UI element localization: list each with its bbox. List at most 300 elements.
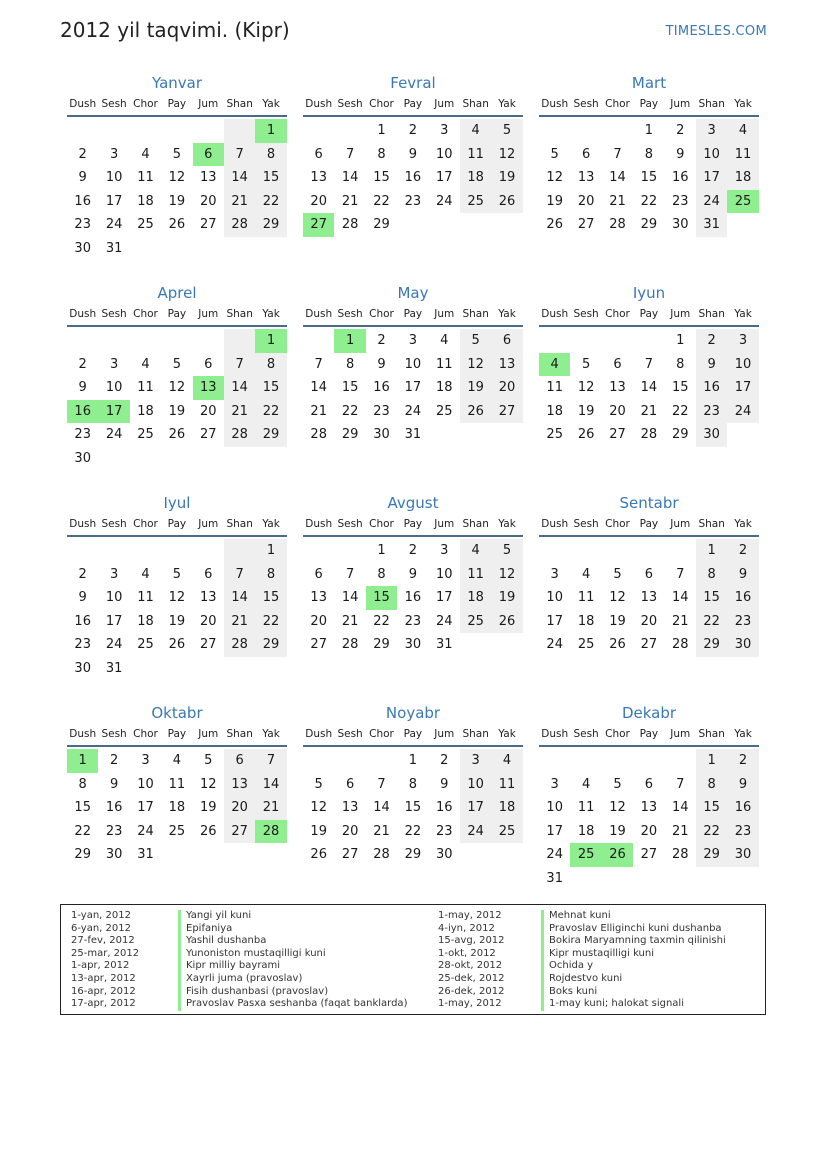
empty-cell [460,633,491,657]
holiday-name: Xayrli juma (pravoslav) [186,972,303,984]
empty-cell [224,237,255,261]
day-cell: 13 [640,800,658,815]
holiday-day-cell: 1 [255,119,286,143]
day-cell: 27 [577,217,595,232]
day-cell: 24 [137,823,154,839]
holiday-day-cell: 25 [727,190,758,214]
empty-cell [303,539,334,563]
weekday-label: Dush [305,308,333,320]
holiday-day-cell: 26 [602,843,633,867]
weekday-label: Shan [698,518,725,530]
day-cell: 23 [404,193,422,209]
day-cell: 22 [74,823,91,839]
empty-cell [130,119,161,143]
weekday-label: Sesh [101,98,127,110]
day-cell: 23 [696,400,727,424]
empty-cell [224,539,255,563]
weekday-label: Sesh [573,98,599,110]
holiday-names-right [541,910,726,1011]
holiday-day-cell: 15 [366,586,397,610]
day-cell: 26 [310,847,327,862]
weekday-label: Chor [605,728,630,740]
empty-cell [98,447,129,471]
day-cell: 22 [373,193,390,209]
day-cell: 21 [671,613,689,629]
month-oktabr [67,703,287,867]
empty-cell [460,843,491,867]
month-name: Avgust [387,494,439,512]
holiday-name: Kipr mustaqilligi kuni [549,947,655,959]
empty-cell [633,539,664,563]
day-cell: 24 [696,190,727,214]
day-cell: 7 [377,776,386,792]
month-may [303,283,523,447]
empty-cell [602,539,633,563]
day-cell: 5 [491,119,522,143]
weekday-header [539,513,759,537]
weekday-label: Sesh [573,308,599,320]
day-cell: 7 [345,146,355,162]
empty-cell [161,539,192,563]
brand-link[interactable]: TIMESLES.COM [665,24,767,39]
empty-cell [570,329,601,353]
day-cell: 6 [644,776,653,792]
day-cell: 8 [255,563,286,587]
day-cell: 3 [109,146,119,162]
weekday-header [303,723,523,747]
day-cell: 16 [105,800,123,815]
empty-cell [539,329,570,353]
empty-cell [570,749,601,773]
weekday-label: Chor [605,98,630,110]
holiday-name: Kipr milliy bayrami [186,960,281,972]
day-cell: 7 [224,143,255,167]
empty-cell [224,119,255,143]
day-cell: 13 [609,380,626,395]
empty-cell [98,119,129,143]
empty-cell [665,867,696,891]
day-cell: 17 [137,800,154,815]
holiday-date: 1-yan, 2012 [71,910,131,921]
day-cell: 23 [727,610,758,634]
empty-cell [539,539,570,563]
day-cell: 31 [696,213,727,237]
day-cell: 18 [577,613,595,629]
day-cell: 25 [491,820,522,844]
holiday-name: Boks kuni [549,985,598,997]
weekday-label: Jum [670,518,691,530]
day-cell: 28 [640,427,658,442]
day-cell: 23 [105,823,123,839]
weekday-label: Dush [69,518,97,530]
day-cell: 10 [105,170,123,185]
day-cell: 7 [345,566,355,582]
empty-cell [334,119,365,143]
day-cell: 9 [78,380,87,395]
weekday-label: Yak [734,728,752,740]
day-cell: 29 [255,423,286,447]
day-cell: 27 [199,427,217,442]
day-cell: 6 [224,749,255,773]
day-cell: 7 [644,356,653,372]
weekday-label: Yak [498,518,516,530]
day-cell: 29 [671,427,689,442]
weekday-label: Shan [698,308,725,320]
day-cell: 6 [204,566,213,582]
empty-cell [491,843,522,867]
day-cell: 23 [671,193,689,209]
weekday-header [303,93,523,117]
day-cell: 21 [255,796,286,820]
day-cell: 4 [172,753,181,768]
day-cell: 20 [491,376,522,400]
day-cell: 17 [435,590,453,605]
empty-cell [491,213,522,237]
empty-cell [491,423,522,447]
weekday-label: Yak [262,728,280,740]
holiday-dates-right [438,910,505,1011]
day-cell: 9 [676,146,685,162]
empty-cell [570,867,601,891]
holiday-name: Fisih dushanbasi (pravoslav) [186,985,329,997]
empty-cell [224,657,255,681]
day-cell: 17 [404,380,422,395]
day-cell: 28 [224,633,255,657]
day-cell: 11 [137,170,154,185]
day-cell: 13 [310,590,327,605]
empty-cell [130,329,161,353]
day-cell: 1 [696,749,727,773]
weekday-label: Chor [369,308,394,320]
day-cell: 23 [74,427,91,442]
day-cell: 28 [609,217,626,232]
weekday-label: Pay [639,308,659,320]
empty-cell [429,213,460,237]
day-cell: 21 [671,823,689,839]
day-cell: 19 [609,613,626,629]
day-cell: 14 [609,170,626,185]
day-cell: 2 [78,146,87,162]
day-cell: 4 [141,146,150,162]
day-cell: 20 [310,613,327,629]
empty-cell [539,119,570,143]
day-cell: 25 [577,637,595,652]
day-cell: 29 [373,217,390,232]
empty-cell [665,539,696,563]
empty-cell [570,119,601,143]
weekday-label: Shan [462,728,489,740]
day-cell: 8 [255,143,286,167]
day-cell: 7 [224,563,255,587]
weekday-label: Shan [226,518,253,530]
day-cell: 31 [105,240,123,256]
empty-cell [696,867,727,891]
day-cell: 21 [373,823,390,839]
empty-cell [255,447,286,471]
empty-cell [67,539,98,563]
empty-cell [727,423,758,447]
day-cell: 16 [727,586,758,610]
day-cell: 5 [204,753,213,768]
empty-cell [633,867,664,891]
day-cell: 30 [74,450,91,466]
day-cell: 22 [255,610,286,634]
holiday-day-cell: 27 [303,213,334,237]
weekday-label: Jum [434,308,455,320]
empty-cell [161,447,192,471]
day-cell: 19 [199,800,217,815]
day-cell: 22 [255,400,286,424]
day-cell: 8 [644,146,653,162]
day-cell: 20 [199,403,217,419]
day-cell: 14 [341,170,359,185]
empty-cell [193,237,224,261]
holiday-date: 25-mar, 2012 [71,947,140,959]
weekday-label: Jum [198,98,219,110]
weekday-label: Yak [262,518,280,530]
empty-cell [161,843,192,867]
day-cell: 20 [341,823,359,839]
day-cell: 12 [609,590,626,605]
weekday-header [67,513,287,537]
day-cell: 24 [404,403,422,419]
empty-cell [161,657,192,681]
day-cell: 10 [404,356,422,372]
day-cell: 5 [460,329,491,353]
day-cell: 30 [727,843,758,867]
day-cell: 10 [435,146,453,162]
day-cell: 5 [172,356,181,372]
empty-cell [303,119,334,143]
empty-cell [193,447,224,471]
empty-cell [460,213,491,237]
empty-cell [224,329,255,353]
day-cell: 26 [491,610,522,634]
day-cell: 4 [141,356,150,372]
day-cell: 12 [491,563,522,587]
day-cell: 22 [255,190,286,214]
day-cell: 27 [640,847,658,862]
weekday-label: Jum [198,518,219,530]
day-cell: 17 [727,376,758,400]
holiday-day-cell: 13 [193,376,224,400]
day-cell: 16 [373,380,390,395]
weekday-label: Chor [133,98,158,110]
weekday-label: Jum [434,518,455,530]
day-cell: 22 [671,403,689,419]
day-cell: 1 [696,539,727,563]
day-cell: 11 [137,590,154,605]
day-cell: 8 [696,563,727,587]
holiday-name: Yunoniston mustaqilligi kuni [186,947,326,959]
weekday-label: Pay [639,518,659,530]
day-cell: 14 [224,586,255,610]
empty-cell [193,539,224,563]
day-cell: 6 [345,776,355,792]
day-cell: 4 [581,776,591,792]
day-cell: 20 [640,823,658,839]
day-cell: 3 [460,749,491,773]
day-cell: 10 [460,773,491,797]
day-cell: 20 [224,796,255,820]
day-cell: 11 [546,380,563,395]
weekday-label: Jum [670,728,691,740]
day-cell: 8 [408,776,417,792]
day-cell: 14 [224,376,255,400]
holiday-date: 15-avg, 2012 [438,935,505,947]
month-dekabr [539,703,759,890]
day-cell: 21 [341,193,359,209]
day-cell: 19 [460,376,491,400]
weekday-label: Chor [133,308,158,320]
day-cell: 11 [727,143,758,167]
day-cell: 2 [408,543,417,558]
weekday-label: Sesh [337,98,363,110]
weekday-label: Dush [305,518,333,530]
day-cell: 26 [168,637,186,652]
day-cell: 24 [727,400,758,424]
day-cell: 22 [696,610,727,634]
day-cell: 12 [609,800,626,815]
empty-cell [67,329,98,353]
holiday-name: 1-may kuni; halokat signali [549,998,684,1010]
empty-cell [255,237,286,261]
weekday-label: Yak [734,518,752,530]
empty-cell [224,843,255,867]
day-cell: 18 [168,800,186,815]
day-cell: 2 [78,356,87,372]
holiday-name: Rojdestvo kuni [549,972,623,984]
day-cell: 30 [74,240,91,256]
empty-cell [193,843,224,867]
weekday-label: Jum [198,728,219,740]
day-cell: 7 [613,146,622,162]
weekday-label: Shan [462,98,489,110]
weekday-label: Sesh [337,518,363,530]
day-cell: 9 [727,773,758,797]
day-cell: 30 [105,847,123,862]
day-grid [67,329,287,470]
weekday-label: Jum [434,98,455,110]
holiday-date: 1-okt, 2012 [438,947,496,959]
weekday-label: Pay [403,98,423,110]
holiday-day-cell: 25 [570,843,601,867]
day-cell: 16 [435,800,453,815]
day-cell: 27 [609,427,626,442]
day-grid [539,539,759,657]
day-cell: 29 [341,427,359,442]
empty-cell [255,843,286,867]
empty-cell [602,749,633,773]
day-cell: 19 [168,403,186,419]
month-name: Yanvar [151,74,203,92]
weekday-label: Yak [498,728,516,740]
day-cell: 15 [74,800,91,815]
day-grid [303,539,523,657]
day-cell: 11 [460,143,491,167]
empty-cell [130,539,161,563]
empty-cell [193,657,224,681]
weekday-label: Dush [69,308,97,320]
day-cell: 28 [341,217,359,232]
weekday-label: Shan [226,98,253,110]
day-cell: 5 [613,566,622,582]
day-cell: 14 [255,773,286,797]
day-cell: 2 [676,123,685,138]
holiday-day-cell: 6 [193,143,224,167]
day-cell: 10 [435,566,453,582]
month-name: Sentabr [619,494,679,512]
day-cell: 10 [105,380,123,395]
day-cell: 19 [609,823,626,839]
day-cell: 27 [491,400,522,424]
day-cell: 17 [546,613,563,629]
empty-cell [397,213,428,237]
day-cell: 30 [727,633,758,657]
weekday-header [67,303,287,327]
page-title: 2012 yil taqvimi. (Kipr) [60,18,290,42]
day-cell: 9 [408,146,417,162]
day-cell: 30 [74,660,91,676]
day-cell: 1 [377,543,386,558]
day-cell: 25 [137,427,154,442]
day-cell: 7 [676,776,685,792]
day-cell: 30 [696,423,727,447]
day-cell: 26 [609,637,626,652]
day-cell: 28 [341,637,359,652]
day-cell: 4 [460,119,491,143]
day-cell: 23 [435,823,453,839]
holiday-name: Pravoslav Elliginchi kuni dushanba [549,922,722,934]
day-grid [67,119,287,260]
day-cell: 28 [224,213,255,237]
weekday-label: Dush [541,308,569,320]
weekday-label: Chor [369,98,394,110]
weekday-label: Shan [226,728,253,740]
day-cell: 8 [676,356,685,372]
holiday-day-cell: 1 [334,329,365,353]
weekday-label: Yak [734,308,752,320]
holiday-name: Yashil dushanba [186,935,267,947]
day-cell: 1 [255,539,286,563]
day-grid [67,749,287,867]
day-cell: 31 [105,660,123,676]
holiday-name: Pravoslav Pasxa seshanba (faqat banklarda) [186,998,408,1010]
day-cell: 24 [460,820,491,844]
day-cell: 12 [460,353,491,377]
day-grid [303,749,523,867]
holiday-date: 6-yan, 2012 [71,922,131,934]
day-cell: 27 [199,637,217,652]
month-name: Aprel [157,284,197,302]
day-cell: 29 [640,217,658,232]
empty-cell [303,329,334,353]
day-cell: 9 [408,566,417,582]
holiday-date: 28-okt, 2012 [438,960,503,972]
weekday-label: Sesh [101,728,127,740]
empty-cell [602,867,633,891]
day-cell: 29 [373,637,390,652]
holiday-names-left [178,910,407,1011]
weekday-label: Sesh [101,308,127,320]
day-cell: 12 [310,800,327,815]
day-cell: 20 [640,613,658,629]
day-cell: 15 [341,380,359,395]
empty-cell [727,867,758,891]
day-cell: 6 [644,566,653,582]
day-cell: 6 [204,356,213,372]
empty-cell [98,329,129,353]
